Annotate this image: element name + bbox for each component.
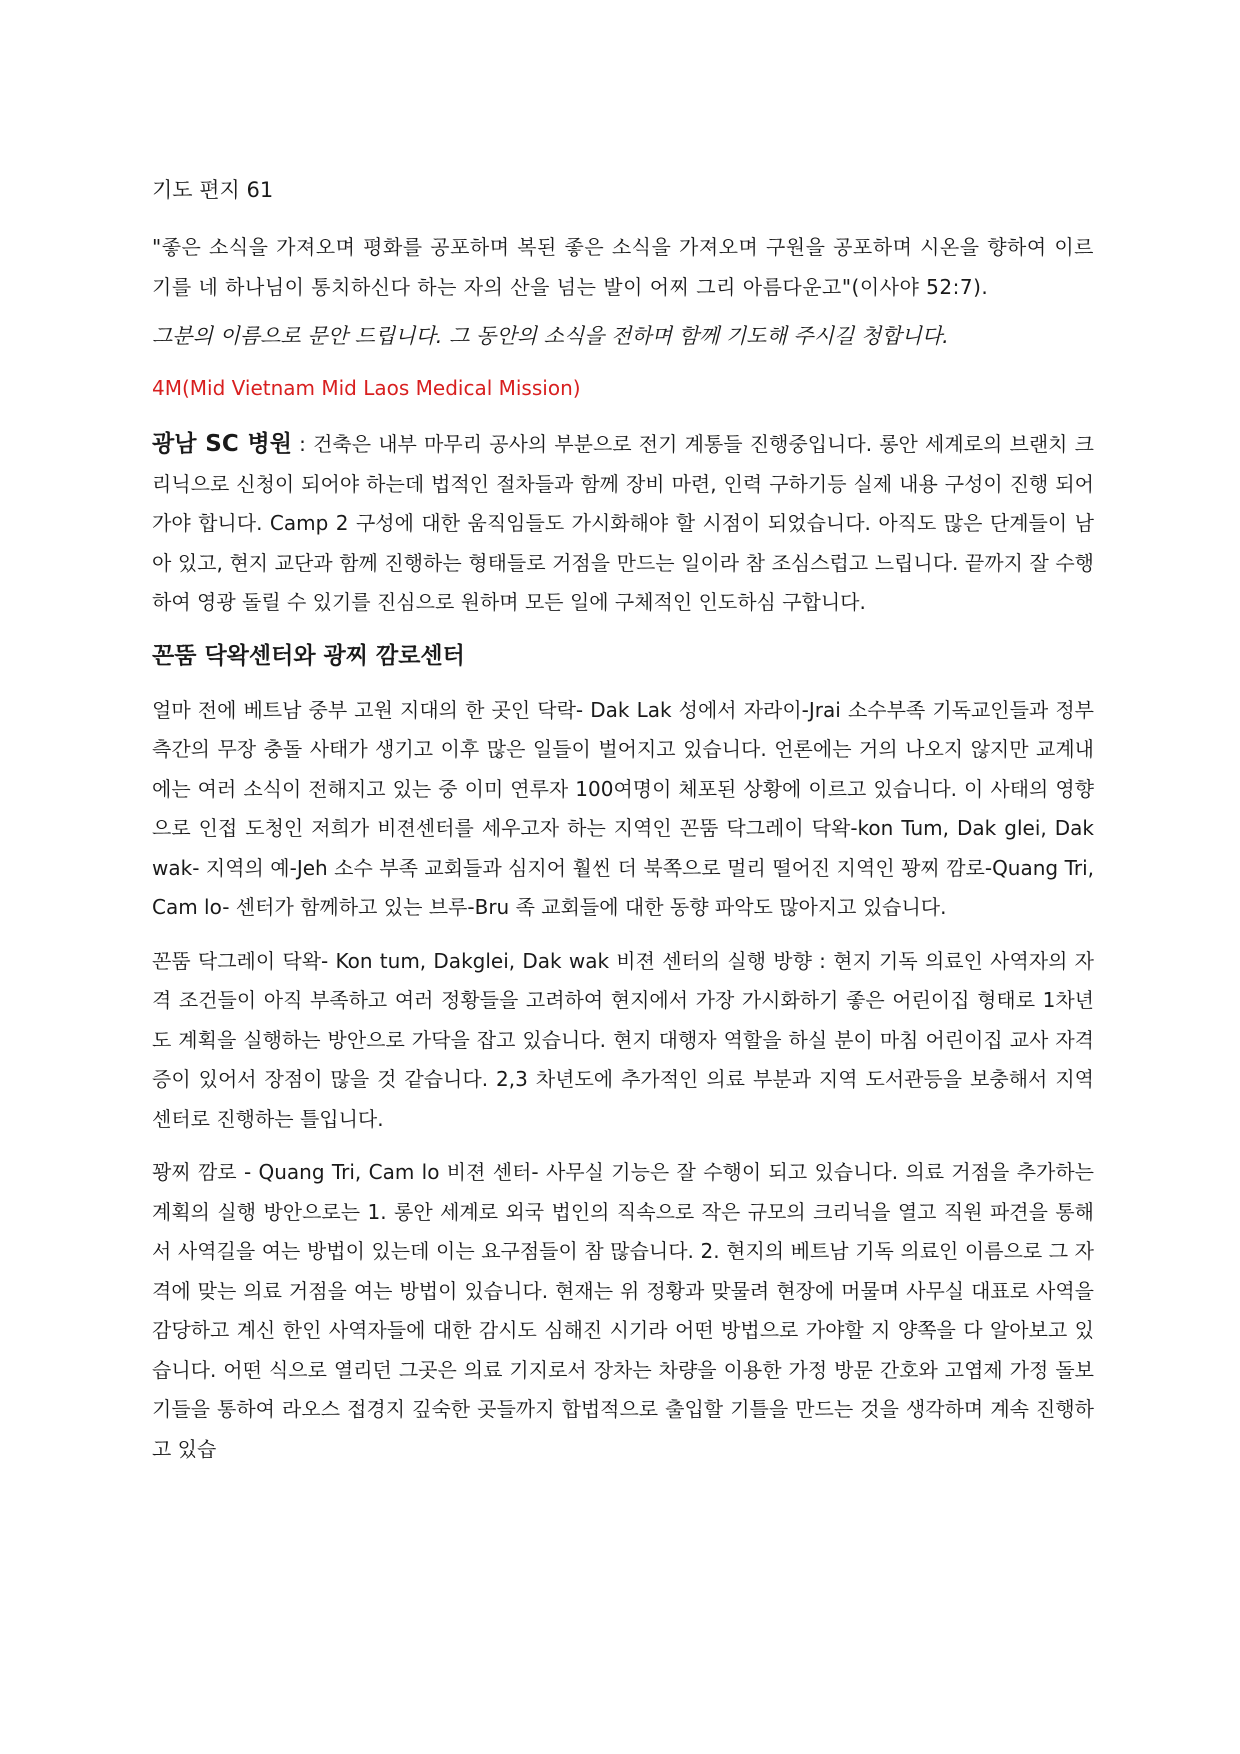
centers-paragraph-3: 꽝찌 깜로 - Quang Tri, Cam lo 비젼 센터- 사무실 기능은 잘 수행이 되고 있습니다. 의료 거점을 추가하는 계획의 실행 방안으로는 1. 롱안 세계로 외국 법인의 직속으로 작은 규모의 크리닉을 열고 직원 파견을 통해서 사역길을 여는 방법이 있는데 이는 요구점들이 참 많습니다. 2. 현지의 베트남 기독 의료인 이름으로 그 자격에 맞는 의료 거점을 여는 방법이 있습니다. 현재는 위 정황과 맞물려 현장에 머물며 사무실 대표로 사역을 감당하고 계신 한인 사역자들에 대한 감시도 심해진 시기라 어떤 방법으로 가야할 지 양쪽을 다 알아보고 있습니다. 어떤 식으로 열리던 그곳은 의료 기지로서 장차는 차량을 이용한 가정 방문 간호와 고엽제 가정 돌보기들을 통하여 라오스 접경지 깊숙한 곳들까지 합법적으로 출입할 기틀을 만드는 것을 생각하며 계속 진행하고 있습	[152, 1160, 1094, 1461]
bible-verse-paragraph: "좋은 소식을 가져오며 평화를 공포하며 복된 좋은 소식을 가져오며 구원을 공포하며 시온을 향하여 이르기를 네 하나님이 통치하신다 하는 자의 산을 넘는 발이 어찌 그리 아름다운고"(이사야 52:7).	[152, 235, 1094, 299]
centers-paragraph-2: 꼰뚬 닥그레이 닥왁- Kon tum, Dakglei, Dak wak 비젼 센터의 실행 방향 : 현지 기독 의료인 사역자의 자격 조건들이 아직 부족하고 여러 정황들을 고려하여 현지에서 가장 가시화하기 좋은 어린이집 형태로 1차년도 계획을 실행하는 방안으로 가닥을 잡고 있습니다. 현지 대행자 역할을 하실 분이 마침 어린이집 교사 자격증이 있어서 장점이 많을 것 같습니다. 2,3 차년도에 추가적인 의료 부분과 지역 도서관등을 보충해서 지역 센터로 진행하는 틀입니다.	[152, 948, 1094, 1131]
centers-paragraph-1: 얼마 전에 베트남 중부 고원 지대의 한 곳인 닥락- Dak Lak 성에서 자라이-Jrai 소수부족 기독교인들과 정부측간의 무장 충돌 사태가 생기고 이후 많은 일들이 벌어지고 있습니다. 언론에는 거의 나오지 않지만 교계내에는 여러 소식이 전해지고 있는 중 이미 연루자 100여명이 체포된 상황에 이르고 있습니다. 이 사태의 영향으로 인접 도청인 저희가 비젼센터를 세우고자 하는 지역인 꼰뚬 닥그레이 닥왁-kon Tum, Dak glei, Dak wak- 지역의 예-Jeh 소수 부족 교회들과 심지어 훨씬 더 북쪽으로 멀리 떨어진 지역인 꽝찌 깜로-Quang Tri, Cam lo- 센터가 함께하고 있는 브루-Bru 족 교회들에 대한 동향 파악도 많아지고 있습니다.	[152, 697, 1094, 919]
hospital-paragraph	[152, 425, 1094, 623]
hospital-heading: 광남 SC 병원	[152, 431, 292, 457]
greeting-line: 그분의 이름으로 문안 드립니다. 그 동안의 소식을 전하며 함께 기도해 주시길 청합니다.	[152, 324, 949, 348]
letter-page	[152, 176, 1094, 1483]
mission-name: 4M(Mid Vietnam Mid Laos Medical Mission)	[152, 376, 581, 400]
centers-section-title: 꼰뚬 닥왁센터와 광찌 깜로센터	[152, 642, 465, 669]
letter-title: 기도 편지 61	[152, 178, 274, 202]
hospital-text: : 건축은 내부 마무리 공사의 부분으로 전기 계통들 진행중입니다. 롱안 세계로의 브랜치 크리닉으로 신청이 되어야 하는데 법적인 절차들과 함께 장비 마련, 인력 구하기등 실제 내용 구성이 진행 되어 가야 합니다. Camp 2 구성에 대한 움직임들도 가시화해야 할 시점이 되었습니다. 아직도 많은 단계들이 남아 있고, 현지 교단과 함께 진행하는 형태들로 거점을 만드는 일이라 참 조심스럽고 느립니다. 끝까지 잘 수행하여 영광 돌릴 수 있기를 진심으로 원하며 모든 일에 구체적인 인도하심 구합니다.	[152, 432, 1094, 614]
